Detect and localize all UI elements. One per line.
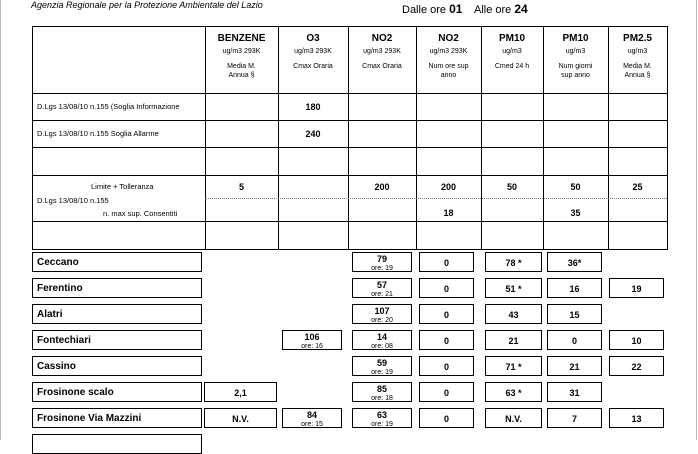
cell-time: ore: 16	[301, 343, 323, 350]
cell-value: 107	[374, 306, 390, 316]
limit-no2-max: 200	[374, 182, 390, 192]
limit-pm25: 25	[632, 182, 643, 192]
hours-from	[402, 2, 462, 16]
pollutant-name: NO2	[438, 33, 459, 44]
limit-label: Limite + Tolleranza	[91, 182, 154, 191]
limit-benzene: 5	[238, 182, 244, 192]
pollutant-stat: Num ore sup anno	[428, 63, 469, 79]
cell-time: ore: 19	[371, 369, 393, 376]
cell-time: ore: 19	[371, 265, 393, 272]
pollutant-unit: ug/m3 293K	[363, 48, 401, 55]
pollutant-stat: Media M. Annua §	[227, 63, 256, 79]
cell-value: 57	[376, 280, 387, 290]
cell-value: 78 *	[505, 258, 522, 268]
alarm-threshold-label: D.Lgs 13/08/10 n.155 Soglia Allarme	[37, 129, 159, 138]
cell-value: 0	[571, 336, 577, 346]
pollutant-name: NO2	[371, 33, 393, 44]
pollutant-stat: Num giorni sup anno	[558, 63, 593, 79]
no2-hours-cell	[419, 382, 474, 402]
cell-value: 0	[443, 362, 449, 372]
no2-hours-cell	[419, 304, 474, 324]
law-label: D.Lgs 13/08/10 n.155	[37, 196, 109, 205]
pm10-avg-cell	[485, 408, 542, 428]
no2-max-cell	[352, 330, 412, 350]
grid-hline	[33, 147, 667, 148]
pm10-days-cell	[547, 356, 602, 376]
pollutant-header-benzene	[205, 34, 278, 80]
pm10-days-cell	[547, 278, 602, 298]
pollutant-unit: ug/m3	[502, 48, 522, 55]
cell-value: 0	[443, 414, 449, 424]
cell-value: 13	[631, 414, 642, 424]
grid-hline	[33, 93, 667, 94]
pm10-days-cell	[547, 304, 602, 324]
hours-from-value: 01	[449, 2, 463, 16]
threshold-table	[32, 26, 668, 250]
cell-value: N.V.	[232, 414, 249, 424]
station-name: Ferentino	[32, 278, 202, 298]
pm10-avg-cell	[485, 330, 542, 350]
limit-separator	[205, 198, 667, 199]
cell-time: ore: 21	[371, 291, 393, 298]
cell-value: 14	[376, 332, 387, 342]
hours-to	[474, 2, 528, 16]
pollutant-name: PM10	[498, 33, 526, 44]
cell-value: N.V.	[505, 414, 522, 424]
no2-max-cell	[352, 252, 412, 272]
cell-value: 21	[569, 362, 580, 372]
cell-value: 31	[569, 388, 580, 398]
cell-value: 71 *	[505, 362, 522, 372]
station-name-partial	[32, 434, 202, 454]
hours-to-label: Alle ore	[474, 4, 512, 16]
pollutant-header-pm10-days	[543, 34, 608, 80]
cell-value: 15	[569, 310, 580, 320]
pm10-avg-cell	[485, 382, 542, 402]
pollutant-unit: ug/m3 293K	[222, 48, 261, 55]
agency-name: Agenzia Regionale per la Protezione Ambientale del Lazio	[31, 0, 263, 10]
pollutant-header-no2-hours	[416, 34, 481, 80]
cell-value: 0	[443, 310, 449, 320]
cell-value: 63	[376, 410, 387, 420]
cell-value: 21	[508, 336, 519, 346]
cell-time: ore: 20	[371, 317, 393, 324]
no2-hours-cell	[419, 252, 474, 272]
cell-value: 0	[443, 284, 449, 294]
cell-time: ore: 15	[301, 421, 323, 428]
benzene-cell	[204, 408, 277, 428]
info-threshold-o3: 180	[305, 102, 321, 112]
pollutant-name: BENZENE	[217, 33, 266, 44]
cell-value: 22	[631, 362, 642, 372]
pm25-cell	[609, 278, 664, 298]
station-name: Frosinone scalo	[32, 382, 202, 402]
pollutant-unit: ug/m3 293K	[429, 48, 468, 55]
no2-hours-cell	[419, 278, 474, 298]
pm25-cell	[609, 356, 664, 376]
cell-value: 19	[631, 284, 642, 294]
cell-value: 85	[376, 384, 387, 394]
pm10-avg-cell	[485, 304, 542, 324]
cell-time: ore: 18	[371, 395, 393, 402]
o3-cell	[282, 408, 342, 428]
cell-value: 0	[443, 336, 449, 346]
alarm-threshold-o3: 240	[305, 129, 321, 139]
no2-max-cell	[352, 356, 412, 376]
pollutant-header-no2-max	[348, 34, 416, 71]
no2-max-cell	[352, 408, 412, 428]
cell-value: 51 *	[505, 284, 522, 294]
exceed-pm10-days: 35	[570, 208, 581, 218]
pm10-avg-cell	[485, 252, 542, 272]
grid-hline	[33, 175, 667, 176]
limit-pm10-avg: 50	[506, 182, 517, 192]
cell-value: 2,1	[234, 388, 247, 398]
no2-max-cell	[352, 304, 412, 324]
pollutant-name: O3	[306, 33, 320, 44]
cell-value: 59	[376, 358, 387, 368]
grid-hline	[33, 221, 667, 222]
cell-time: ore: 08	[371, 343, 393, 350]
info-threshold-label: D.Lgs 13/08/10 n.155 (Soglia Informazione	[37, 102, 180, 111]
exceed-no2-hours: 18	[443, 208, 454, 218]
limit-pm10-days: 50	[570, 182, 581, 192]
cell-value: 0	[443, 388, 449, 398]
benzene-cell	[204, 382, 277, 402]
no2-hours-cell	[419, 408, 474, 428]
pm25-cell	[609, 330, 664, 350]
no2-max-cell	[352, 382, 412, 402]
pollutant-stat: Cmax Oraria	[362, 63, 402, 70]
cell-value: 84	[306, 410, 317, 420]
pollutant-header-o3	[278, 34, 348, 71]
cell-value: 43	[508, 310, 519, 320]
cell-time: ore: 19	[371, 421, 393, 428]
station-name: Cassino	[32, 356, 202, 376]
hours-from-label: Dalle ore	[402, 4, 447, 16]
pollutant-stat: Media M. Annua §	[623, 63, 652, 79]
pollutant-header-pm10-avg	[481, 34, 543, 71]
station-name: Alatri	[32, 304, 202, 324]
pm10-days-cell	[547, 252, 602, 272]
o3-cell	[282, 330, 342, 350]
cell-value: 7	[571, 414, 577, 424]
pollutant-stat: Cmax Oraria	[293, 63, 333, 70]
pm10-days-cell	[547, 408, 602, 428]
no2-max-cell	[352, 278, 412, 298]
pollutant-unit: ug/m3	[627, 48, 648, 55]
station-name: Ceccano	[32, 252, 202, 272]
cell-value: 79	[376, 254, 387, 264]
grid-hline	[33, 120, 667, 121]
cell-value: 10	[631, 336, 642, 346]
pm25-cell	[609, 408, 664, 428]
cell-value: 0	[443, 258, 449, 268]
no2-hours-cell	[419, 330, 474, 350]
cell-value: 106	[304, 332, 320, 342]
pollutant-unit: ug/m3 293K	[294, 48, 332, 55]
pm10-avg-cell	[485, 278, 542, 298]
exceed-label: n. max sup. Consentiti	[103, 209, 178, 218]
pm10-avg-cell	[485, 356, 542, 376]
pm10-days-cell	[547, 382, 602, 402]
pollutant-name: PM10	[562, 33, 589, 44]
hours-to-value: 24	[514, 2, 528, 16]
limit-no2-hours: 200	[440, 182, 457, 192]
pollutant-unit: ug/m3	[565, 48, 586, 55]
pollutant-header-pm25	[608, 34, 667, 80]
pollutant-name: PM2.5	[623, 33, 652, 44]
cell-value: 36*	[567, 258, 582, 268]
station-name: Fontechiari	[32, 330, 202, 350]
cell-value: 16	[569, 284, 580, 294]
cell-value: 63 *	[505, 388, 522, 398]
no2-hours-cell	[419, 356, 474, 376]
station-name: Frosinone Via Mazzini	[32, 408, 202, 428]
pm10-days-cell	[547, 330, 602, 350]
pollutant-stat: Cmed 24 h	[494, 63, 530, 70]
